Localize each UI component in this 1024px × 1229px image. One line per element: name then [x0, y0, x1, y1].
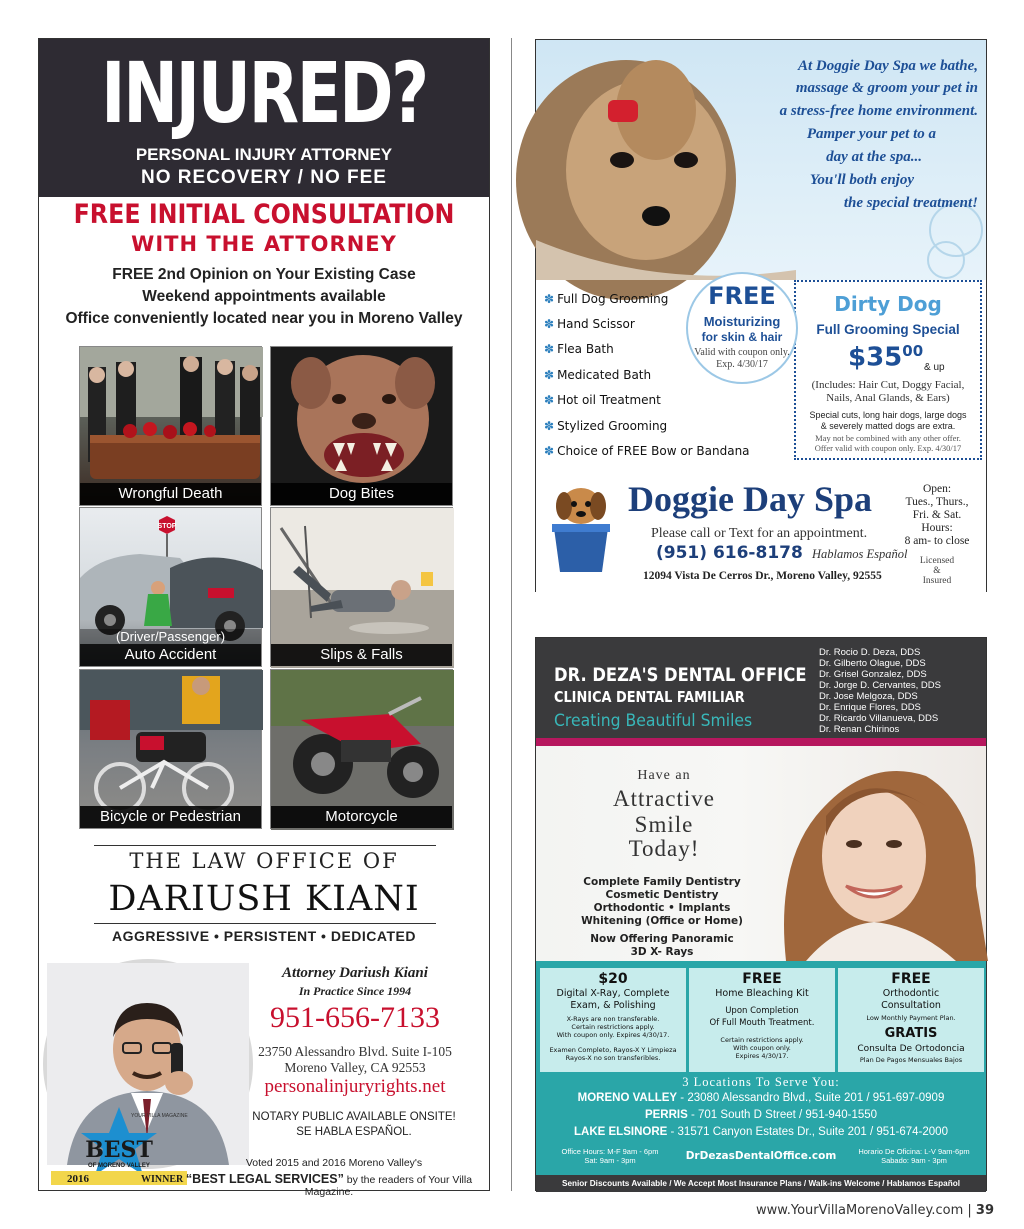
dental-slogan: Creating Beautiful Smiles: [554, 711, 753, 731]
dental-service: Cosmetic Dentistry: [605, 889, 719, 901]
spa-licensed: &: [933, 566, 941, 576]
spa-habla: Hablamos Español: [812, 547, 908, 561]
paw-icon: ✽: [544, 368, 555, 382]
doctor-name: Dr. Rocio D. Deza, DDS: [819, 647, 921, 658]
offer-fine-print: Certain restrictions apply.: [720, 1036, 804, 1044]
dental-office-ad: [535, 637, 987, 1191]
free-badge-valid: Valid with coupon only.: [694, 347, 790, 358]
offer-spanish: Examen Completo, Rayos-X Y Limpieza: [549, 1046, 677, 1054]
tile-slips-falls: [270, 507, 453, 667]
spa-service: ✽ Stylized Grooming: [544, 419, 668, 433]
tile-subcaption: (Driver/Passenger): [80, 629, 261, 644]
offer-fine-print: Low Monthly Payment Plan.: [866, 1014, 956, 1022]
offer-gratis: GRATIS: [884, 1026, 938, 1041]
law-bullet: Office conveniently located near you in Moreno Valley: [65, 310, 463, 327]
doctor-name: Dr. Ricardo Villanueva, DDS: [819, 713, 939, 724]
spa-hours: Tues., Thurs.,: [905, 496, 969, 508]
dental-service: Complete Family Dentistry: [583, 876, 741, 888]
tile-caption: Bicycle or Pedestrian: [80, 806, 261, 828]
best-legal-services: “BEST LEGAL SERVICES”: [185, 1172, 344, 1186]
coupon-price: $\$35^{00}$: [848, 342, 924, 373]
offer-line: Exam, & Polishing: [570, 1000, 656, 1011]
spa-hours: 8 am- to close: [904, 535, 970, 547]
coupon-includes: Nails, Anal Glands, & Ears): [826, 392, 950, 404]
dental-service: Now Offering Panoramic: [590, 933, 734, 945]
spa-service: ✽ Full Dog Grooming: [544, 292, 669, 306]
badge-year: 2016: [67, 1173, 89, 1185]
spa-service: ✽ Hot oil Treatment: [544, 393, 661, 407]
stop-sign-text: STOP: [157, 523, 177, 530]
coupon-fine-print: Offer valid with coupon only. Exp. 4/30/17: [814, 443, 962, 453]
law-phone: 951-656-7133: [270, 1001, 440, 1034]
puppy-in-bucket-icon: [546, 476, 616, 576]
law-office-ad: [38, 38, 490, 1198]
spa-tagline: a stress-free home environment.: [779, 103, 978, 119]
hero-line: Have an: [637, 768, 691, 783]
coupon-includes: (Includes: Hair Cut, Doggy Facial,: [811, 379, 965, 391]
free-badge-exp: Exp. 4/30/17: [716, 359, 768, 370]
dental-service: Orthodontic • Implants: [593, 902, 731, 914]
coupon-fine-print: May not be combined with any other offer.: [815, 433, 961, 443]
tile-dog-bites: [270, 346, 453, 506]
dirty-dog-coupon: [794, 280, 982, 460]
doctor-name: Dr. Grisel Gonzalez, DDS: [819, 669, 927, 680]
with-attorney-heading: WITH THE ATTORNEY: [131, 232, 397, 256]
paw-icon: ✽: [544, 419, 555, 433]
offer-xray: [540, 968, 686, 1072]
badge-best: BEST: [85, 1137, 153, 1163]
tile-wrongful-death: [79, 346, 262, 506]
attorney-name: Attorney Dariush Kiani: [282, 965, 428, 981]
offer-spanish: Plan De Pagos Mensuales Bajos: [859, 1056, 963, 1064]
offer-title: $20: [598, 971, 628, 987]
spa-phone: (951) 616-8178: [656, 543, 803, 563]
law-bullet: Weekend appointments available: [142, 288, 386, 305]
office-hours-en: Sat: 9am - 3pm: [584, 1156, 636, 1165]
tile-caption: Auto Accident: [80, 644, 261, 666]
law-bullet: FREE 2nd Opinion on Your Existing Case: [112, 266, 416, 283]
spa-tagline: You'll both enjoy: [809, 172, 914, 188]
offer-title: FREE: [891, 971, 931, 987]
free-consultation-heading: FREE INITIAL CONSULTATION: [73, 199, 455, 230]
column-divider: [511, 38, 512, 1191]
location-moreno-valley: MORENO VALLEY - 23080 Alessandro Blvd., Suite 201 / 951-697-0909: [577, 1092, 945, 1104]
spa-hours: Fri. & Sat.: [912, 509, 962, 521]
law-address-line1: 23750 Alessandro Blvd. Suite I-105: [258, 1044, 452, 1059]
doctor-name: Dr. Jose Melgoza, DDS: [819, 691, 918, 702]
offer-line: Consultation: [881, 1000, 941, 1011]
badge-magazine: YOUR VILLA MAGAZINE: [131, 1113, 188, 1119]
locations-heading: 3 Locations To Serve You:: [682, 1075, 840, 1089]
dental-service: 3D X- Rays: [630, 946, 694, 958]
law-website: personalinjuryrights.net: [264, 1076, 446, 1097]
paw-icon: ✽: [544, 317, 555, 331]
tile-auto-accident: [79, 507, 262, 667]
injured-headline: INJURED?: [101, 44, 427, 142]
office-hours-en: Office Hours: M-F 9am - 6pm: [561, 1147, 659, 1156]
offer-spanish: Consulta De Ortodoncia: [857, 1044, 965, 1054]
dental-service: Whitening (Office or Home): [581, 915, 743, 927]
hero-line: Smile: [634, 812, 694, 837]
offer-fine-print: With coupon only. Expires 4/30/17.: [556, 1031, 670, 1039]
tile-caption: Motorcycle: [271, 806, 452, 828]
coupon-and-up: & up: [924, 362, 945, 373]
tile-bicycle-pedestrian: [79, 669, 262, 829]
coupon-special: & severely matted dogs are extra.: [820, 421, 956, 431]
offer-orthodontic: [838, 968, 984, 1072]
offer-line: Orthodontic: [882, 988, 940, 999]
page-folio: www.YourVillaMorenoValley.com | 39: [756, 1203, 994, 1218]
offer-fine-print: With coupon only.: [733, 1044, 791, 1052]
spa-call-text: Please call or Text for an appointment.: [651, 526, 868, 541]
law-office-title: THE LAW OFFICE OF: [129, 849, 399, 873]
offer-line: Home Bleaching Kit: [715, 988, 809, 999]
office-hours-es: Sabado: 9am - 3pm: [881, 1156, 947, 1165]
dental-footer: Senior Discounts Available / We Accept Most Insurance Plans / Walk-ins Welcome / Hablamos Español: [536, 1175, 986, 1192]
practice-since: In Practice Since 1994: [298, 984, 412, 998]
spa-address: 12094 Vista De Cerros Dr., Moreno Valley, 92555: [643, 570, 882, 582]
hero-line: Today!: [628, 836, 700, 861]
free-badge-line: Moisturizing: [703, 314, 781, 329]
spa-tagline: Pamper your pet to a: [806, 126, 936, 142]
doctor-name: Dr. Renan Chirinos: [819, 724, 900, 735]
location-lake-elsinore: LAKE ELSINORE - 31571 Canyon Estates Dr., Suite 201 / 951-674-2000: [574, 1126, 948, 1138]
spa-tagline: massage & groom your pet in: [795, 80, 978, 96]
divider-rule: [94, 923, 436, 924]
best-of-moreno-valley-badge: [45, 1105, 193, 1187]
coupon-title: Dirty Dog: [834, 292, 942, 316]
coupon-subtitle: Full Grooming Special: [816, 322, 960, 337]
doggie-day-spa-ad: [535, 39, 987, 592]
badge-of-moreno-valley: OF MORENO VALLEY: [88, 1163, 150, 1169]
spa-licensed: Licensed: [919, 556, 955, 566]
offer-title: FREE: [742, 971, 782, 987]
free-moisturizing-badge: [686, 272, 798, 384]
spa-service: ✽ Flea Bath: [544, 342, 614, 356]
free-badge-line: for skin & hair: [701, 330, 783, 344]
spa-licensed: Insured: [922, 576, 952, 586]
paw-icon: ✽: [544, 444, 555, 458]
offer-bleaching: [689, 968, 835, 1072]
office-hours-es: Horario De Oficina: L-V 9am-6pm: [858, 1147, 970, 1156]
law-subhead-attorney: PERSONAL INJURY ATTORNEY: [135, 145, 393, 164]
by-readers: by the readers of Your Villa Magazine.: [304, 1174, 473, 1198]
notary-notice: NOTARY PUBLIC AVAILABLE ONSITE!: [252, 1111, 456, 1123]
paw-icon: ✽: [544, 393, 555, 407]
offer-spanish: Rayos-X no son transferibles.: [565, 1054, 661, 1062]
spa-hours: Hours:: [921, 522, 953, 534]
offer-fine-print: Expires 4/30/17.: [735, 1052, 789, 1060]
doctor-name: Dr. Gilberto Olague, DDS: [819, 658, 926, 669]
offer-fine-print: Certain restrictions apply.: [571, 1023, 655, 1031]
spa-service: ✽ Choice of FREE Bow or Bandana: [544, 444, 750, 458]
dental-office-name: DR. DEZA'S DENTAL OFFICE: [554, 664, 807, 686]
badge-winner: WINNER: [141, 1174, 184, 1185]
dental-website-link[interactable]: DrDezasDentalOffice.com: [685, 1150, 837, 1162]
spa-tagline: the special treatment!: [843, 195, 978, 211]
paw-icon: ✽: [544, 292, 555, 306]
location-perris: PERRIS - 701 South D Street / 951-940-1550: [644, 1109, 878, 1121]
magazine-website[interactable]: www.YourVillaMorenoValley.com: [756, 1203, 964, 1218]
tile-caption: Dog Bites: [271, 483, 452, 505]
best-legal-line: [179, 1172, 479, 1198]
doctor-name: Dr. Enrique Flores, DDS: [819, 702, 921, 713]
dental-accent-bar: [536, 738, 986, 746]
spa-hours: Open:: [922, 483, 952, 495]
law-address-line2: Moreno Valley, CA 92553: [284, 1060, 426, 1075]
law-subhead-no-fee: NO RECOVERY / NO FEE: [141, 167, 387, 188]
doctor-name: Dr. Jorge D. Cervantes, DDS: [819, 680, 941, 691]
offer-line: Of Full Mouth Treatment.: [709, 1018, 815, 1028]
coupon-special: Special cuts, long hair dogs, large dogs: [809, 410, 967, 420]
free-badge-title: FREE: [708, 282, 776, 310]
spa-service: ✽ Hand Scissor: [544, 317, 635, 331]
tile-caption: Slips & Falls: [271, 644, 452, 666]
law-tagline: AGGRESSIVE • PERSISTENT • DEDICATED: [112, 928, 416, 944]
voted-line: Voted 2015 and 2016 Moreno Valley's: [245, 1157, 423, 1169]
tile-motorcycle: [270, 669, 453, 829]
law-office-name: DARIUSH KIANI: [108, 879, 420, 919]
paw-icon: ✽: [544, 342, 555, 356]
tile-caption: Wrongful Death: [80, 483, 261, 505]
page-number: 39: [975, 1203, 994, 1218]
divider-rule: [94, 845, 436, 846]
hero-line: Attractive: [613, 786, 715, 811]
spanish-notice: SE HABLA ESPAÑOL.: [296, 1126, 412, 1138]
dental-clinic-name: CLINICA DENTAL FAMILIAR: [554, 688, 745, 706]
spa-tagline: At Doggie Day Spa we bathe,: [798, 58, 978, 74]
spa-name: Doggie Day Spa: [628, 479, 873, 519]
spa-service: ✽ Medicated Bath: [544, 368, 652, 382]
offer-line: Digital X-Ray, Complete: [556, 988, 670, 999]
spa-tagline: day at the spa...: [826, 149, 922, 165]
offer-line: Upon Completion: [725, 1006, 799, 1016]
offer-fine-print: X-Rays are non transferable.: [566, 1015, 660, 1023]
